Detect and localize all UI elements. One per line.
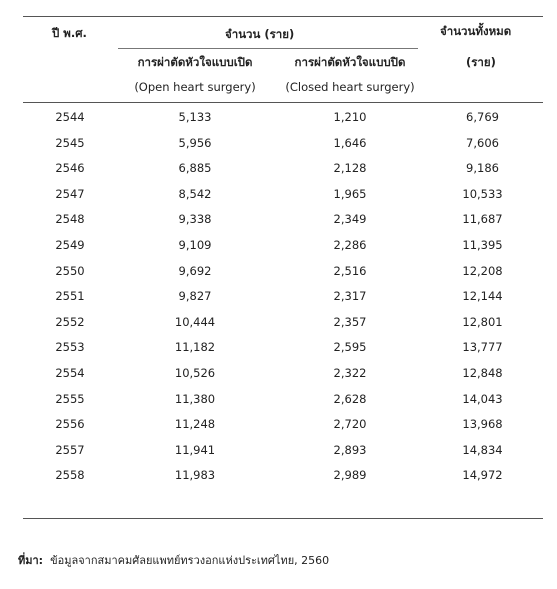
cell-total: 11,395 xyxy=(462,238,503,252)
cell-year: 2552 xyxy=(55,315,85,329)
header-open-en: (Open heart surgery) xyxy=(134,80,256,94)
cell-open: 9,338 xyxy=(178,212,212,226)
cell-year: 2544 xyxy=(55,110,85,124)
cell-closed: 2,628 xyxy=(333,392,367,406)
cell-closed: 2,893 xyxy=(333,443,367,457)
source-note xyxy=(18,551,329,569)
cell-year: 2549 xyxy=(55,238,85,252)
cell-year: 2551 xyxy=(55,289,85,303)
cell-open: 11,248 xyxy=(174,417,216,431)
cell-year: 2554 xyxy=(55,366,85,380)
cell-total: 14,972 xyxy=(462,468,503,482)
cell-total: 7,606 xyxy=(466,136,499,150)
cell-closed: 1,646 xyxy=(333,136,367,150)
cell-year: 2545 xyxy=(55,136,85,150)
cell-year: 2546 xyxy=(55,161,85,175)
cell-total: 13,777 xyxy=(462,340,503,354)
cell-open: 11,380 xyxy=(174,392,216,406)
cell-year: 2553 xyxy=(55,340,85,354)
cell-year: 2557 xyxy=(55,443,85,457)
cell-total: 11,687 xyxy=(462,212,503,226)
cell-closed: 2,286 xyxy=(333,238,367,252)
header-bottom-rule xyxy=(23,102,543,103)
cell-year: 2550 xyxy=(55,264,85,278)
cell-total: 12,801 xyxy=(462,315,503,329)
header-closed-thai: การผ่าตัดหัวใจแบบปิด xyxy=(294,55,406,69)
cell-closed: 1,210 xyxy=(333,110,367,124)
cell-total: 14,834 xyxy=(462,443,503,457)
cell-open: 5,133 xyxy=(178,110,212,124)
cell-year: 2556 xyxy=(55,417,85,431)
cell-closed: 2,720 xyxy=(333,417,367,431)
cell-year: 2555 xyxy=(55,392,85,406)
cell-closed: 1,965 xyxy=(333,187,367,201)
header-count-group: จำนวน (ราย) xyxy=(225,27,295,41)
cell-open: 11,182 xyxy=(174,340,216,354)
cell-closed: 2,349 xyxy=(333,212,367,226)
cell-closed: 2,322 xyxy=(333,366,367,380)
cell-year: 2558 xyxy=(55,468,85,482)
table-top-rule xyxy=(23,16,543,17)
source-label: ที่มา: xyxy=(18,554,44,567)
header-closed-en: (Closed heart surgery) xyxy=(285,80,415,94)
cell-total: 12,208 xyxy=(462,264,503,278)
header-total-unit: (ราย) xyxy=(466,55,496,69)
cell-open: 9,692 xyxy=(178,264,212,278)
cell-total: 12,848 xyxy=(462,366,503,380)
cell-closed: 2,595 xyxy=(333,340,367,354)
cell-year: 2547 xyxy=(55,187,85,201)
cell-open: 11,941 xyxy=(174,443,216,457)
cell-open: 9,109 xyxy=(178,238,212,252)
cell-open: 10,526 xyxy=(174,366,216,380)
cell-closed: 2,128 xyxy=(333,161,367,175)
cell-closed: 2,317 xyxy=(333,289,367,303)
cell-year: 2548 xyxy=(55,212,85,226)
cell-total: 9,186 xyxy=(466,161,499,175)
source-text: ข้อมูลจากสมาคมศัลยแพทย์ทรวงอกแห่งประเทศไทย, 2560 xyxy=(50,554,330,567)
count-group-rule xyxy=(118,48,418,49)
cell-total: 12,144 xyxy=(462,289,503,303)
cell-open: 6,885 xyxy=(178,161,212,175)
cell-open: 11,983 xyxy=(174,468,216,482)
cell-open: 5,956 xyxy=(178,136,212,150)
header-total: จำนวนทั้งหมด xyxy=(440,24,512,38)
cell-closed: 2,357 xyxy=(333,315,367,329)
cell-total: 6,769 xyxy=(466,110,499,124)
cell-total: 13,968 xyxy=(462,417,503,431)
cell-closed: 2,989 xyxy=(333,468,367,482)
header-open-thai: การผ่าตัดหัวใจแบบเปิด xyxy=(137,55,253,69)
cell-total: 14,043 xyxy=(462,392,503,406)
cell-open: 10,444 xyxy=(174,315,216,329)
header-year: ปี พ.ศ. xyxy=(52,26,87,40)
cell-closed: 2,516 xyxy=(333,264,367,278)
table-bottom-rule xyxy=(23,518,543,519)
cell-open: 9,827 xyxy=(178,289,212,303)
cell-total: 10,533 xyxy=(462,187,503,201)
cell-open: 8,542 xyxy=(178,187,212,201)
